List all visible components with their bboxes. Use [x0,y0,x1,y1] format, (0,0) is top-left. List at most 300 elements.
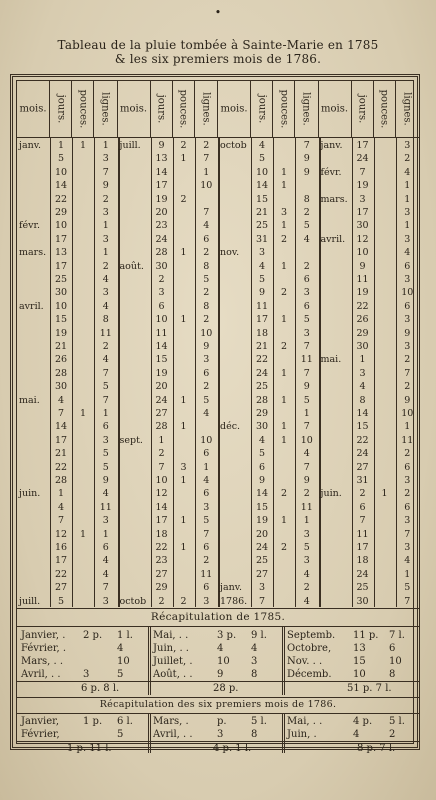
cell-jours: 26 [54,354,68,366]
column-rule [319,137,321,607]
cell-jours: 30 [356,341,369,352]
header-jours-label: jours. [356,94,368,124]
cell-lignes: 1 [303,408,310,419]
cell-jours: 11 [255,300,269,312]
divider [17,681,419,682]
cell-jours: 3 [359,367,366,379]
cell-lignes: 10 [300,434,313,446]
cell-lignes: 5 [303,220,310,232]
cell-lignes: 11 [300,501,313,513]
cell-lignes: 8 [303,193,310,205]
recap-pouces: 9 [217,669,224,680]
cell-lignes: 2 [203,314,210,326]
cell-jours: 14 [155,501,168,513]
cell-lignes: 2 [102,193,109,205]
cell-jours: 10 [155,314,168,326]
cell-lignes: 5 [303,542,310,553]
cell-jours: 25 [255,220,269,232]
recap-lignes: 2 [389,729,396,740]
recap-lignes: 1 l. [117,630,133,641]
header-jours [251,81,273,137]
cell-lignes: 3 [404,274,411,285]
recap-lignes: 5 [117,729,124,740]
cell-jours: 1 [158,434,165,446]
cell-lignes: 4 [404,166,411,178]
header-lignes [94,81,118,137]
header-mois-label: mois. [119,103,148,115]
cell-jours: 2 [158,448,165,460]
cell-mois: 1786. [220,595,248,607]
cell-pouces: 2 [180,140,187,151]
cell-jours: 24 [356,448,369,460]
cell-lignes: 3 [404,341,411,352]
cell-mois: déc. [220,421,241,433]
cell-jours: 21 [255,207,269,218]
cell-pouces: 1 [280,314,288,326]
cell-jours: 7 [57,408,65,419]
cell-pouces: 1 [180,394,187,406]
cell-jours: 19 [54,327,68,339]
cell-lignes: 1 [102,140,109,151]
recap-pouces: 15 [353,656,366,667]
cell-jours: 7 [359,166,366,178]
page-marker: • [214,6,222,19]
cell-jours: 29 [255,408,269,419]
cell-jours: 1 [57,488,65,500]
column-rule [118,137,120,607]
cell-jours: 5 [258,153,266,165]
cell-jours: 2 [158,274,165,285]
cell-lignes: 5 [303,394,310,406]
cell-jours: 5 [258,274,266,285]
cell-jours: 17 [54,260,68,272]
cell-pouces: 3 [180,461,187,473]
column-rule [173,137,174,607]
cell-lignes: 2 [404,153,411,165]
cell-lignes: 2 [102,341,109,352]
cell-jours: 2 [158,595,165,607]
cell-jours: 20 [155,207,168,218]
recap-lignes: 4 [251,643,258,654]
cell-lignes: 5 [102,448,109,460]
cell-lignes: 3 [102,207,109,218]
cell-jours: 22 [54,193,68,205]
cell-jours: 6 [359,501,366,513]
cell-jours: 24 [155,394,168,406]
cell-mois: avril. [320,233,346,245]
cell-jours: 4 [359,381,366,393]
header-lignes-label: lignes. [99,92,111,126]
cell-mois: janv. [220,582,242,594]
cell-lignes: 7 [404,595,411,607]
cell-lignes: 2 [203,555,210,567]
cell-mois: mai. [320,354,342,366]
cell-jours: 22 [155,542,168,553]
cell-jours: 7 [158,461,165,473]
recap-1786-title: Récapitulation des six premiers mois de 1786. [99,699,337,710]
cell-lignes: 3 [404,515,411,527]
cell-jours: 19 [356,287,369,299]
cell-pouces: 1 [180,153,187,165]
recap-pouces: 1 p. [83,716,103,727]
cell-mois: mars. [320,193,348,205]
cell-lignes: 2 [404,381,411,393]
cell-lignes: 7 [102,166,109,178]
cell-jours: 9 [258,475,266,486]
cell-lignes: 3 [203,354,210,366]
cell-lignes: 3 [203,595,210,607]
cell-jours: 7 [258,595,266,607]
divider [17,713,419,714]
cell-pouces: 1 [180,542,187,553]
cell-lignes: 5 [203,515,210,527]
cell-jours: 25 [356,582,369,594]
cell-jours: 24 [255,542,269,553]
cell-jours: 13 [155,153,168,165]
cell-lignes: 4 [102,488,109,500]
cell-lignes: 4 [404,555,411,567]
header-lignes [396,81,420,137]
cell-lignes: 3 [102,595,109,607]
recap-column-rule [148,713,151,753]
cell-jours: 4 [258,434,266,446]
cell-mois: nov. [220,247,240,259]
cell-pouces: 1 [280,220,288,232]
cell-lignes: 3 [404,475,411,486]
cell-pouces: 1 [280,515,288,527]
cell-lignes: 2 [303,207,310,218]
cell-lignes: 7 [303,421,310,433]
cell-jours: 8 [359,394,366,406]
cell-jours: 3 [158,287,165,299]
cell-lignes: 2 [404,354,411,366]
cell-lignes: 9 [404,327,411,339]
cell-jours: 26 [356,314,369,326]
cell-lignes: 11 [401,434,414,446]
cell-jours: 14 [155,341,168,352]
recap-pouces: p. [217,716,227,727]
cell-lignes: 9 [203,341,210,352]
cell-lignes: 9 [303,153,310,165]
cell-lignes: 6 [303,274,310,285]
cell-lignes: 7 [203,207,210,218]
cell-mois: févr. [320,166,342,178]
cell-lignes: 6 [404,260,411,272]
cell-mois: avril. [19,300,44,312]
cell-lignes: 1 [404,220,411,232]
recap-1786-total: 4 p. 1 l. [213,743,252,754]
cell-mois: janv. [320,140,343,151]
recap-lignes: 5 l. [251,716,267,727]
cell-jours: 7 [57,515,65,527]
table-header [17,81,419,138]
cell-jours: 29 [54,207,68,218]
cell-lignes: 5 [303,314,310,326]
cell-lignes: 3 [203,501,210,513]
cell-jours: 28 [54,475,68,486]
cell-jours: 23 [155,555,168,567]
cell-jours: 17 [54,555,68,567]
cell-mois: juill. [119,140,141,151]
cell-jours: 31 [255,233,269,245]
cell-jours: 14 [54,421,68,433]
cell-jours: 22 [356,300,369,312]
cell-lignes: 2 [102,260,109,272]
recap-pouces: 3 p. [217,630,237,641]
cell-jours: 28 [54,367,68,379]
cell-lignes: 1 [102,528,109,540]
cell-pouces: 1 [180,421,187,433]
cell-jours: 17 [255,314,269,326]
cell-pouces: 2 [180,193,187,205]
recap-month: Mai, . . [287,716,323,727]
cell-jours: 3 [359,193,366,205]
cell-lignes: 1 [203,166,210,178]
cell-jours: 12 [356,233,369,245]
header-jours [50,81,72,137]
cell-lignes: 3 [102,287,109,299]
recap-month: Mai, . . [153,630,189,641]
cell-jours: 21 [54,341,68,352]
cell-jours: 30 [356,220,369,232]
cell-lignes: 8 [203,260,210,272]
recap-pouces: 4 [353,729,360,740]
cell-lignes: 3 [102,153,109,165]
recap-lignes: 10 [389,656,402,667]
header-jours-label: jours. [256,94,267,124]
cell-lignes: 3 [404,542,411,553]
cell-pouces: 1 [280,434,288,446]
cell-lignes: 7 [303,461,310,473]
cell-jours: 12 [155,488,168,500]
cell-pouces: 1 [79,408,87,419]
cell-lignes: 4 [203,220,210,232]
cell-lignes: 8 [102,314,109,326]
cell-jours: 24 [255,367,269,379]
header-pouces [374,81,396,137]
cell-lignes: 4 [303,233,310,245]
cell-lignes: 3 [102,434,109,446]
cell-lignes: 7 [203,153,210,165]
cell-jours: 24 [356,568,369,580]
recap-month: Juillet, . [153,656,193,667]
cell-jours: 29 [155,582,168,594]
cell-mois: févr. [19,220,41,232]
cell-jours: 11 [155,327,168,339]
cell-jours: 27 [155,568,168,580]
recap-lignes: 4 [117,643,124,654]
header-lignes-label: lignes. [300,92,312,126]
cell-lignes: 9 [303,381,310,393]
column-rule [374,137,375,607]
cell-lignes: 6 [203,582,210,594]
cell-jours: 10 [54,300,68,312]
cell-pouces: 1 [79,528,87,540]
recap-1785-total: 51 p. 7 l. [347,683,392,694]
cell-lignes: 9 [303,166,310,178]
cell-pouces: 2 [280,488,288,500]
header-mois [319,81,352,137]
cell-lignes: 6 [203,448,210,460]
recap-pouces: 2 p. [83,630,103,641]
cell-jours: 24 [155,233,168,245]
cell-lignes: 3 [404,233,411,245]
cell-lignes: 2 [303,260,310,272]
cell-lignes: 5 [102,381,109,393]
cell-lignes: 3 [404,140,411,151]
cell-mois: octob [220,140,247,151]
recap-month: Juin, . . [153,643,189,654]
cell-lignes: 7 [102,582,109,594]
recap-month: Mars, . . [21,656,64,667]
cell-lignes: 2 [203,287,210,299]
cell-pouces: 1 [280,421,288,433]
header-mois-label: mois. [19,103,47,115]
cell-jours: 10 [255,166,269,178]
recap-lignes: 5 l. [389,716,405,727]
cell-jours: 30 [155,260,168,272]
cell-jours: 11 [356,528,369,540]
cell-lignes: 6 [102,542,109,553]
cell-jours: 7 [359,515,366,527]
recap-lignes: 10 [117,656,130,667]
header-jours [151,81,173,137]
cell-pouces: 2 [280,287,288,299]
cell-lignes: 4 [102,300,109,312]
header-pouces [273,81,295,137]
recap-month: Avril, . . [153,729,193,740]
header-pouces-label: pouces. [278,89,289,129]
cell-mois: août. [119,260,144,272]
cell-jours: 9 [359,260,366,272]
cell-lignes: 1 [404,421,411,433]
cell-lignes: 11 [200,568,213,580]
recap-month: Décemb. [287,669,332,680]
cell-lignes: 5 [203,394,210,406]
cell-mois: juin. [19,488,41,500]
cell-lignes: 10 [200,434,213,446]
cell-jours: 15 [54,314,68,326]
cell-lignes: 11 [99,501,112,513]
cell-lignes: 6 [404,501,411,513]
cell-lignes: 11 [99,327,112,339]
cell-mois: janv. [19,140,41,151]
cell-jours: 10 [54,166,68,178]
cell-jours: 20 [155,381,168,393]
recap-lignes: 3 [251,656,258,667]
recap-1785-total: 28 p. [213,683,239,694]
recap-pouces: 3 [83,669,90,680]
cell-jours: 6 [158,300,165,312]
cell-lignes: 2 [303,582,310,594]
recap-month: Août, . . [153,669,193,680]
recap-pouces: 11 p. [353,630,379,641]
cell-lignes: 1 [102,247,109,259]
cell-lignes: 3 [404,314,411,326]
cell-lignes: 2 [203,247,210,259]
header-mois-label: mois. [220,103,248,115]
recap-lignes: 9 l. [251,630,267,641]
cell-lignes: 7 [102,394,109,406]
cell-jours: 19 [155,193,168,205]
header-jours [352,81,374,137]
cell-jours: 1 [359,354,366,366]
recap-lignes: 7 l. [389,630,405,641]
cell-lignes: 9 [404,394,411,406]
cell-jours: 28 [255,394,269,406]
cell-jours: 25 [255,381,269,393]
divider [17,626,419,627]
header-mois [218,81,251,137]
cell-lignes: 5 [102,461,109,473]
cell-mois: sept. [119,434,143,446]
cell-jours: 17 [356,207,369,218]
cell-jours: 13 [54,247,68,259]
cell-jours: 4 [258,140,266,151]
cell-jours: 30 [54,381,68,393]
header-pouces-label: pouces. [77,89,88,129]
cell-pouces: 1 [180,247,187,259]
cell-mois: juin. [320,488,342,500]
cell-pouces: 3 [280,207,288,218]
cell-lignes: 3 [303,528,310,540]
cell-jours: 17 [155,515,168,527]
cell-pouces: 1 [280,394,288,406]
cell-jours: 22 [54,568,68,580]
cell-jours: 14 [356,408,369,419]
recap-pouces: 10 [353,669,366,680]
cell-jours: 19 [356,180,369,192]
cell-lignes: 1 [102,220,109,232]
cell-jours: 5 [57,595,65,607]
cell-jours: 29 [356,327,369,339]
recap-month: Octobre, [287,643,332,654]
cell-jours: 27 [155,408,168,419]
title-line-2: & les six premiers mois de 1786. [114,52,322,66]
recap-month: Février, [21,729,60,740]
cell-pouces: 2 [280,542,288,553]
recap-month: Septemb. [287,630,336,641]
recap-lignes: 8 [251,729,258,740]
cell-lignes: 8 [203,300,210,312]
recap-lignes: 5 [117,669,124,680]
cell-lignes: 7 [303,367,310,379]
cell-jours: 27 [356,461,369,473]
divider [17,697,419,698]
cell-pouces: 2 [180,595,187,607]
recap-month: Janvier, [21,716,60,727]
cell-jours: 9 [258,287,266,299]
recap-1786-total: 1 p. 11 l. [67,743,112,754]
cell-jours: 6 [258,461,266,473]
cell-jours: 4 [57,394,65,406]
cell-lignes: 4 [303,568,310,580]
cell-pouces: 2 [280,341,288,352]
cell-jours: 2 [359,488,366,500]
cell-jours: 31 [356,475,369,486]
recap-pouces: 4 [217,643,224,654]
cell-lignes: 6 [203,233,210,245]
cell-jours: 25 [255,555,269,567]
cell-jours: 25 [54,274,68,285]
table-body [16,80,414,754]
cell-jours: 18 [155,528,168,540]
cell-jours: 30 [255,421,269,433]
cell-lignes: 4 [203,475,210,486]
cell-jours: 14 [255,180,269,192]
cell-jours: 18 [255,327,269,339]
cell-jours: 12 [54,528,68,540]
